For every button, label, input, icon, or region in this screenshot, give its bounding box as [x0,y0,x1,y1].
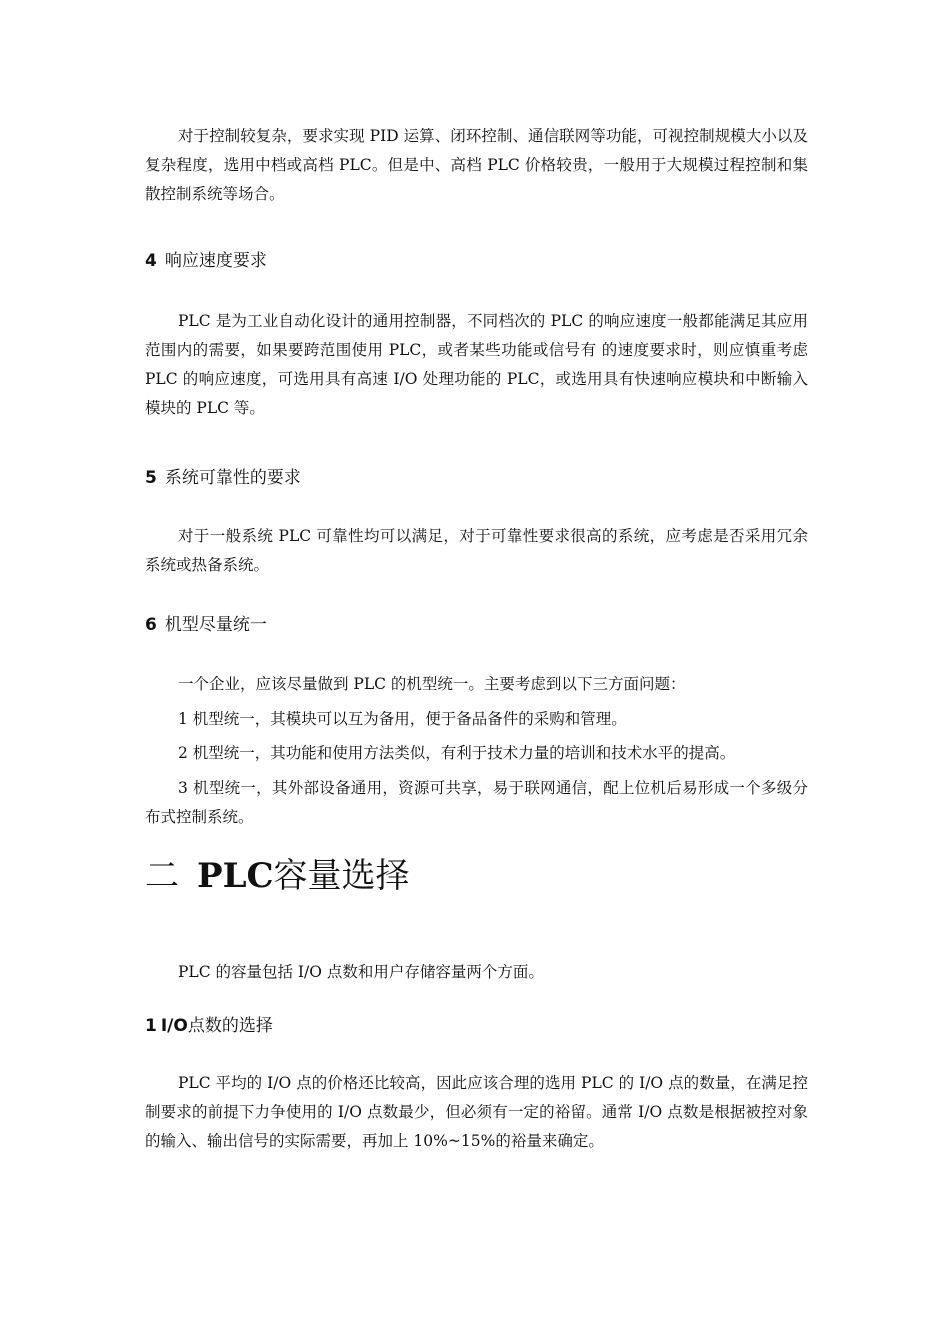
paragraph-response-speed: PLC 是为工业自动化设计的通用控制器，不同档次的 PLC 的响应速度一般都能满足其应用范围内的需要，如果要跨范围使用 PLC，或者某些功能或信号有 的速度要求时，则应慎重考虑 PLC 的响应速度，可选用具有高速 I/O 处理功能的 PLC，或选用具有快速响应模块和中断输入模块的 PLC 等。 [145,312,808,417]
heading-number: 1 [145,1016,157,1036]
heading-title: 点数的选择 [187,1016,273,1036]
section-number: 二 [145,856,179,896]
heading-number: 4 [145,251,157,271]
paragraph-unified-models-intro: 一个企业，应该尽量做到 PLC 的机型统一。主要考虑到以下三方面问题： [178,675,686,693]
section-title-bold: PLC [197,856,274,896]
section-title-rest: 容量选择 [273,856,410,896]
list-item: 3 机型统一，其外部设备通用，资源可共享，易于联网通信，配上位机后易形成一个多级分布式控制系统。 [145,779,808,826]
heading-title: 机型尽量统一 [164,615,267,635]
paragraph-io-points: PLC 平均的 I/O 点的价格还比较高，因此应该合理的选用 PLC 的 I/O 点的数量，在满足控制要求的前提下力争使用的 I/O 点数最少，但必须有一定的裕留。通常 I/O 点数是根据被控对象的输入、输出信号的实际需要，再加上 10%~15%的裕量来确定。 [145,1074,808,1150]
paragraph-capacity-intro: PLC 的容量包括 I/O 点数和用户存储容量两个方面。 [178,963,544,981]
heading-response-speed [145,249,267,273]
heading-title: 响应速度要求 [164,251,267,271]
heading-title-bold: I/O [160,1016,188,1036]
heading-number: 6 [145,615,157,635]
heading-reliability [145,466,301,490]
paragraph-control-complexity: 对于控制较复杂，要求实现 PID 运算、闭环控制、通信联网等功能，可视控制规模大小以及复杂程度，选用中档或高档 PLC。但是中、高档 PLC 价格较贵，一般用于大规模过程控制和集散控制系统等场合。 [145,127,808,203]
heading-unified-models [145,613,267,637]
heading-number: 5 [145,468,157,488]
heading-io-points [145,1014,273,1038]
section-title-plc-capacity [145,854,410,898]
list-item: 2 机型统一，其功能和使用方法类似，有利于技术力量的培训和技术水平的提高。 [178,744,736,762]
heading-title: 系统可靠性的要求 [164,468,301,488]
list-item: 1 机型统一，其模块可以互为备用，便于备品备件的采购和管理。 [178,710,627,728]
paragraph-reliability: 对于一般系统 PLC 可靠性均可以满足，对于可靠性要求很高的系统，应考虑是否采用冗余系统或热备系统。 [145,527,808,574]
